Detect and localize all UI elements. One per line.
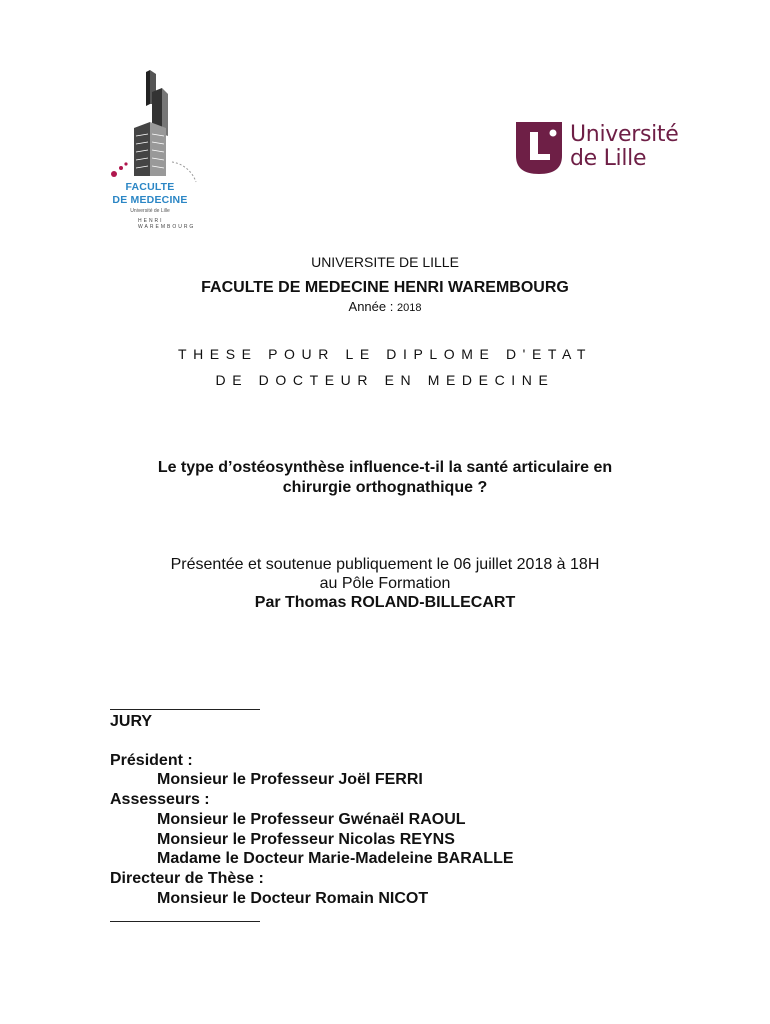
university-logo-line1: Université: [570, 122, 679, 147]
faculty-name: FACULTE DE MEDECINE HENRI WAREMBOURG: [201, 279, 569, 296]
jury-top-rule: [110, 709, 260, 710]
faculty-logo: [100, 64, 210, 230]
author-line: Par Thomas ROLAND-BILLECART: [254, 594, 516, 611]
assesseurs-label: Assesseurs :: [110, 791, 210, 809]
these-line-1: THESE POUR LE DIPLOME D'ETAT: [177, 346, 593, 362]
assesseur-name: Monsieur le Professeur Nicolas REYNS: [157, 830, 455, 848]
directeur-name: Monsieur le Docteur Romain NICOT: [157, 889, 429, 907]
president-label: Président :: [110, 751, 193, 769]
assesseur-name: Monsieur le Professeur Gwénaël RAOUL: [157, 810, 466, 828]
president-name: Monsieur le Professeur Joël FERRI: [157, 771, 423, 789]
thesis-title-line2: chirurgie orthognathique ?: [282, 479, 488, 496]
faculty-logo-line1: FACULTE: [125, 181, 175, 193]
faculty-logo-arc-text: HENRI WAREMBOURG: [138, 218, 196, 230]
faculty-logo-line2: DE MEDECINE: [112, 194, 188, 206]
presentation-line-1: Présentée et soutenue publiquement le 06 juillet 2018 à 18H: [170, 556, 600, 573]
thesis-title: [0, 458, 770, 498]
jury-heading: JURY: [110, 713, 153, 730]
university-name: UNIVERSITE DE LILLE: [311, 254, 459, 270]
year-value: 2018: [396, 302, 422, 314]
thesis-title-line1: Le type d’ostéosynthèse influence-t-il la santé articulaire en: [157, 459, 613, 476]
university-logo-line2: de Lille: [570, 146, 647, 171]
university-shield-icon: [516, 122, 562, 174]
year-line: [0, 299, 770, 314]
university-logo: [516, 122, 686, 174]
jury-bottom-rule: [110, 921, 260, 922]
jury-block: [110, 712, 514, 908]
assesseur-name: Madame le Docteur Marie-Madeleine BARALLE: [157, 850, 514, 868]
year-label: Année :: [348, 299, 397, 314]
faculty-logo-line3: Université de Lille: [130, 208, 170, 214]
these-line-2: DE DOCTEUR EN MEDECINE: [215, 372, 555, 388]
directeur-label: Directeur de Thèse :: [110, 869, 264, 887]
presentation-line-2: au Pôle Formation: [319, 575, 451, 592]
faculty-tower-icon: [100, 64, 210, 184]
